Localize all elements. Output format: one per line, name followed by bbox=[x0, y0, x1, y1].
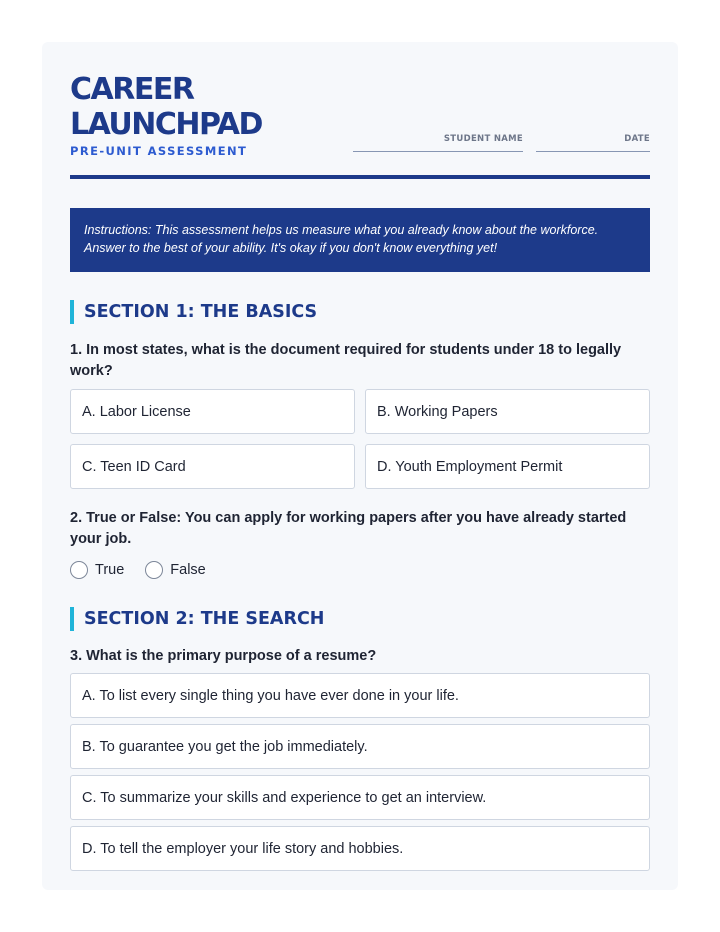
assessment-sheet bbox=[42, 42, 678, 890]
student-name-label: STUDENT NAME bbox=[443, 134, 523, 144]
question-2-options bbox=[70, 560, 650, 580]
date-field[interactable] bbox=[536, 134, 650, 152]
sheet-content bbox=[70, 72, 650, 871]
q1-option-c[interactable]: C. Teen ID Card bbox=[70, 444, 355, 489]
date-label: DATE bbox=[624, 134, 650, 144]
title-line-1: CAREER bbox=[70, 72, 194, 107]
q2-true-label: True bbox=[95, 562, 125, 578]
q1-option-b[interactable]: B. Working Papers bbox=[365, 389, 650, 434]
q3-option-a[interactable]: A. To list every single thing you have ever done in your life. bbox=[70, 673, 650, 718]
page-subtitle: PRE-UNIT ASSESSMENT bbox=[70, 144, 248, 158]
instructions-banner: Instructions: This assessment helps us measure what you already know about the workforce. Answer to the best of your ability. It's okay if you don't know everything yet! bbox=[70, 208, 650, 272]
q2-true-radio[interactable] bbox=[70, 561, 124, 579]
section-2-heading: SECTION 2: THE SEARCH bbox=[70, 607, 650, 631]
student-name-field[interactable] bbox=[353, 134, 523, 152]
section-1-heading: SECTION 1: THE BASICS bbox=[70, 300, 650, 324]
q2-false-label: False bbox=[170, 562, 206, 578]
question-1: 1. In most states, what is the document required for students under 18 to legally work? bbox=[70, 342, 622, 379]
header-divider bbox=[70, 175, 650, 179]
question-3-options bbox=[70, 673, 650, 871]
radio-button-icon[interactable] bbox=[145, 561, 163, 579]
q1-option-a[interactable]: A. Labor License bbox=[70, 389, 355, 434]
question-3: 3. What is the primary purpose of a resume? bbox=[70, 648, 377, 664]
q1-option-d[interactable]: D. Youth Employment Permit bbox=[365, 444, 650, 489]
page-title bbox=[70, 72, 310, 142]
title-line-2: LAUNCHPAD bbox=[70, 107, 262, 142]
q3-option-c[interactable]: C. To summarize your skills and experience to get an interview. bbox=[70, 775, 650, 820]
question-2: 2. True or False: You can apply for working papers after you have already started your job. bbox=[70, 510, 627, 547]
radio-button-icon[interactable] bbox=[70, 561, 88, 579]
header bbox=[70, 72, 650, 175]
q3-option-d[interactable]: D. To tell the employer your life story and hobbies. bbox=[70, 826, 650, 871]
q2-false-radio[interactable] bbox=[145, 561, 205, 579]
question-1-options bbox=[70, 389, 650, 489]
q3-option-b[interactable]: B. To guarantee you get the job immediately. bbox=[70, 724, 650, 769]
